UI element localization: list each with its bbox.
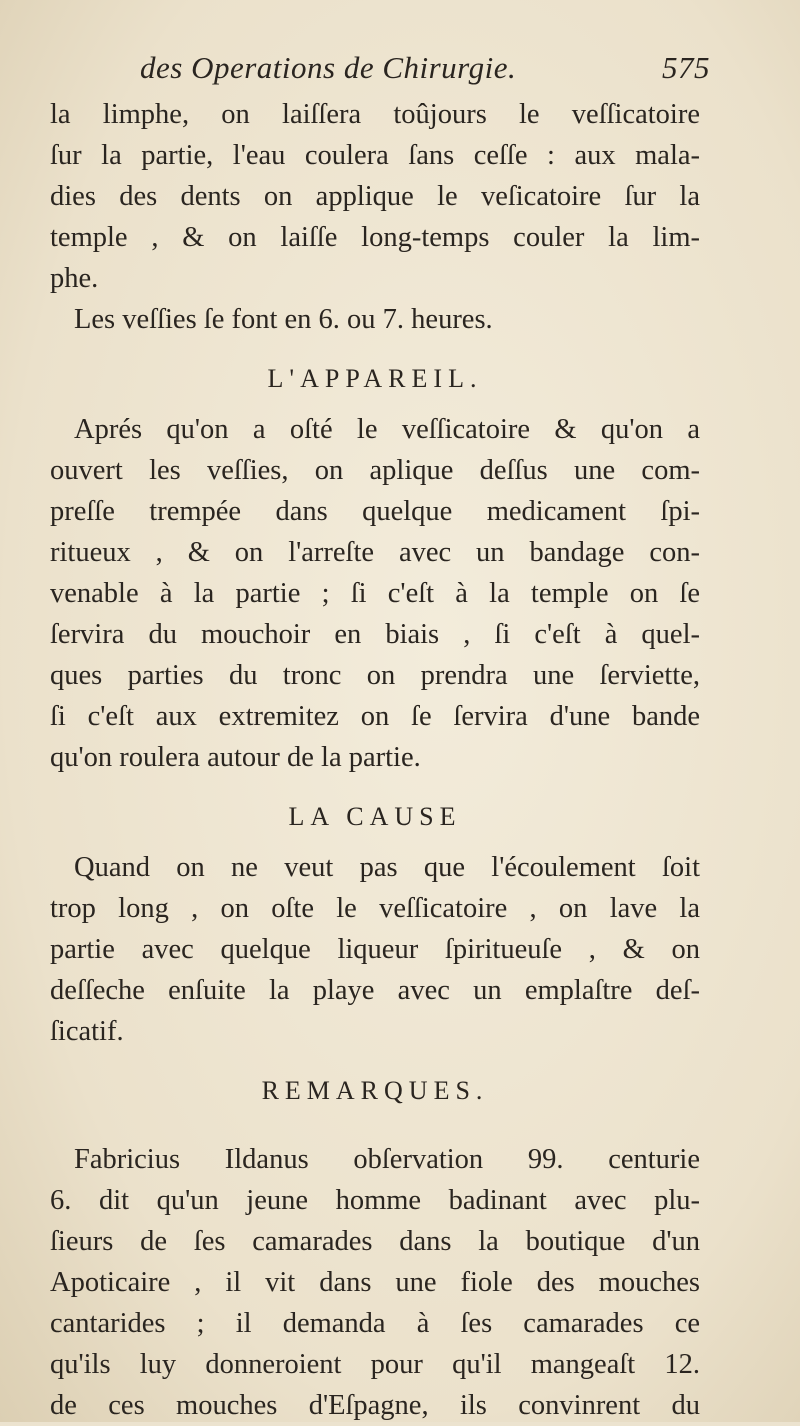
page-header (140, 50, 710, 90)
text-line: trop long , on oſte le veſſicatoire , on lave la (50, 893, 700, 924)
text-line: 6. dit qu'un jeune homme badinant avec plu- (50, 1185, 700, 1216)
text-line: qu'on roulera autour de la partie. (50, 742, 421, 773)
text-line: la limphe, on laiſſera toûjours le veſſicatoire (50, 99, 700, 130)
text-line: de ces mouches d'Eſpagne, ils convinrent du (50, 1390, 700, 1421)
page-number: 575 (662, 50, 710, 85)
section-heading-remarques: REMARQUES. (261, 1076, 489, 1105)
text-line: ſur la partie, l'eau coulera ſans ceſſe : aux mala- (50, 140, 700, 171)
text-line: temple , & on laiſſe long-temps couler la lim- (50, 222, 700, 253)
paragraph-1 (50, 94, 700, 299)
spacer (50, 1121, 700, 1139)
paragraph-5 (50, 1139, 700, 1426)
text-line: phe. (50, 263, 99, 294)
text-line: Les veſſies ſe font en 6. ou 7. heures. (74, 304, 493, 335)
page-body (50, 94, 700, 1426)
paragraph-2 (50, 299, 700, 340)
section-heading-appareil: L'APPAREIL. (267, 364, 483, 393)
text-line: qu'ils luy donneroient pour qu'il mangeaſt 12. (50, 1349, 700, 1380)
text-line: ſieurs de ſes camarades dans la boutique d'un (50, 1226, 700, 1257)
text-line: cantarides ; il demanda à ſes camarades ce (50, 1308, 700, 1339)
text-line: ſicatif. (50, 1016, 124, 1047)
text-line: preſſe trempée dans quelque medicament ſpi- (50, 496, 700, 527)
paragraph-3 (50, 409, 700, 778)
text-line: ſi c'eſt aux extremitez on ſe ſervira d'une bande (50, 701, 700, 732)
text-line: deſſeche enſuite la playe avec un emplaſtre deſ- (50, 975, 700, 1006)
text-line: ouvert les veſſies, on aplique deſſus une com- (50, 455, 700, 486)
text-line: dies des dents on applique le veſicatoire ſur la (50, 181, 700, 212)
text-line: ques parties du tronc on prendra une ſerviette, (50, 660, 700, 691)
text-line: Apoticaire , il vit dans une fiole des mouches (50, 1267, 700, 1298)
text-line: Aprés qu'on a oſté le veſſicatoire & qu'on a (74, 414, 700, 445)
section-heading-cause: LA CAUSE (288, 802, 462, 831)
running-title: des Operations de Chirurgie. (140, 50, 517, 85)
text-line: ſervira du mouchoir en biais , ſi c'eſt à quel- (50, 619, 700, 650)
paragraph-4 (50, 847, 700, 1052)
text-line: partie avec quelque liqueur ſpiritueuſe , & on (50, 934, 700, 965)
text-line: Fabricius Ildanus obſervation 99. centurie (74, 1144, 700, 1175)
text-line: ritueux , & on l'arreſte avec un bandage con- (50, 537, 700, 568)
text-line: Quand on ne veut pas que l'écoulement ſoit (74, 852, 700, 883)
text-line: venable à la partie ; ſi c'eſt à la temple on ſe (50, 578, 700, 609)
